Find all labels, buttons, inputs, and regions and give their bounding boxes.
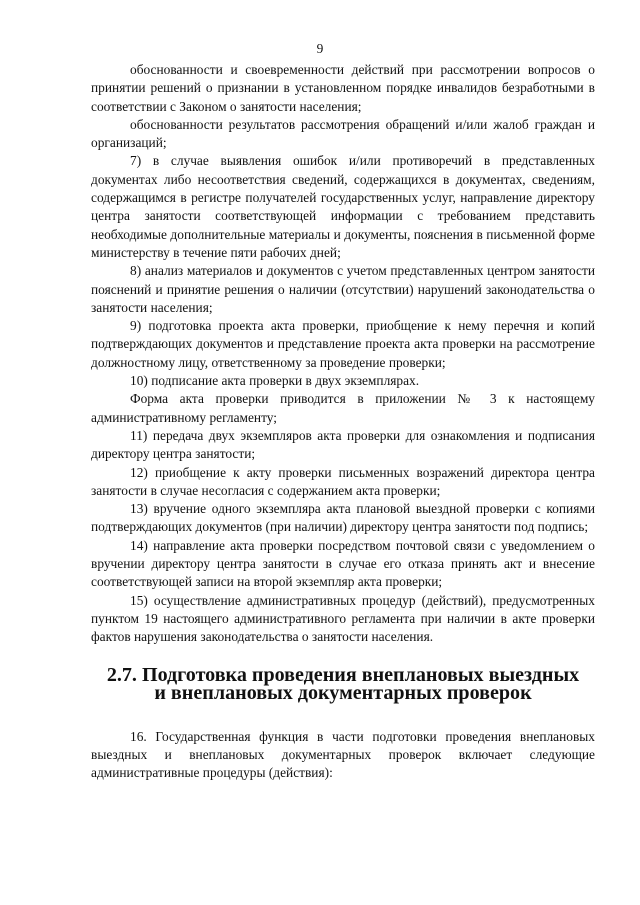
section-heading-line-1: 2.7. Подготовка проведения внеплановых выездных: [106, 663, 580, 686]
paragraph-16: 16. Государственная функция в части подготовки проведения внеплановых выездных и внеплановых документарных проверок включает следующие административные процедуры (действия):: [91, 728, 595, 781]
section-heading: [91, 663, 595, 704]
list-item-9: 9) подготовка проекта акта проверки, приобщение к нему перечня и копий подтверждающих документов и представление проекта акта проверки на рассмотрение должностному лицу, ответственному за проведение проверки;: [91, 318, 595, 370]
list-item-8: 8) анализ материалов и документов с учетом представленных центром занятости пояснений и принятие решения о наличии (отсутствии) нарушений законодательства о занятости населения;: [91, 263, 595, 315]
paragraph-validity-decisions: обоснованности и своевременности действий при рассмотрении вопросов о принятии решений о признании в установленном порядке инвалидов безработными в соответствии с Законом о занятости населения;: [91, 62, 595, 114]
list-item-11: 11) передача двух экземпляров акта проверки для ознакомления и подписания директору центра занятости;: [91, 427, 595, 462]
section-heading-line-2: и внеплановых документарных проверок: [154, 682, 532, 704]
list-item-13: 13) вручение одного экземпляра акта плановой выездной проверки с копиями подтверждающих документов (при наличии) директору центра занятости под подпись;: [91, 501, 595, 535]
list-item-7: 7) в случае выявления ошибок и/или противоречий в представленных документах либо несоответствия сведений, содержащихся в документах, сведениям, содержащимся в регистре получателей государственных услуг, направление директору центра занятости соответствующей информации с требованием представить необходимые дополнительные материалы и документы, пояснения в письменной форме министерству в течение пяти рабочих дней;: [91, 153, 595, 260]
document-body: [91, 61, 595, 782]
list-item-15: 15) осуществление административных процедур (действий), предусмотренных пунктом 19 настоящего административного регламента при наличии в акте проверки фактов нарушения законодательства о занятости населения.: [91, 592, 595, 645]
list-item-14: 14) направление акта проверки посредством почтовой связи с уведомлением о вручении директору центра занятости в случае его отказа принять акт и внесение соответствующей записи на второй экземпляр акта проверки;: [91, 537, 595, 590]
page-number: 9: [316, 41, 324, 56]
list-item-10: 10) подписание акта проверки в двух экземплярах.: [130, 373, 420, 389]
list-item-12: 12) приобщение к акту проверки письменных возражений директора центра занятости в случае несогласия с содержанием акта проверки;: [91, 464, 595, 498]
paragraph-act-form-note: Форма акта проверки приводится в приложении № 3 к настоящему административному регламенту;: [91, 391, 595, 425]
paragraph-validity-appeals: обоснованности результатов рассмотрения обращений и/или жалоб граждан и организаций;: [91, 116, 595, 151]
